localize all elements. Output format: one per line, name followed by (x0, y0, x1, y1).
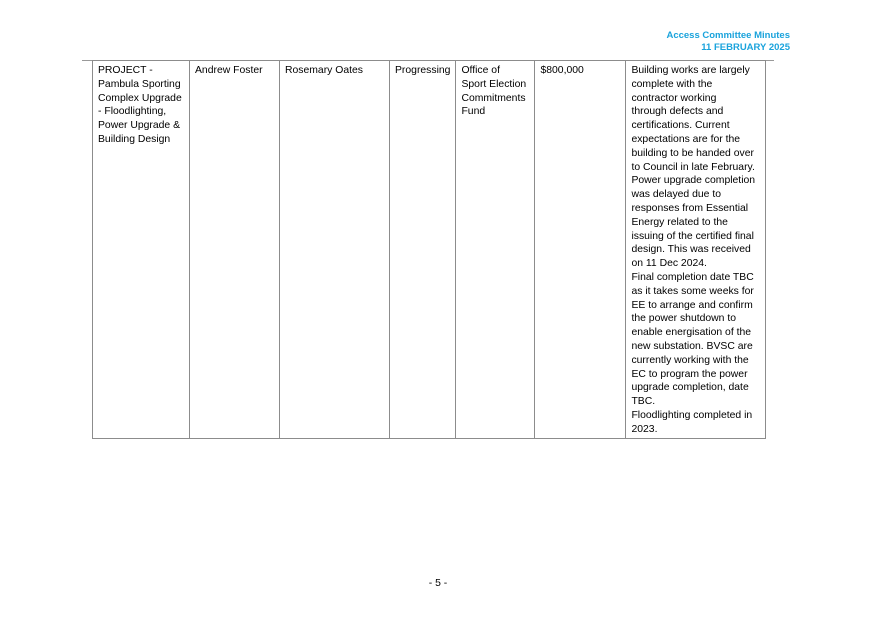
amount-cell (535, 61, 626, 439)
comment-line: building to be handed over (631, 147, 754, 159)
comment-line: responses from Essential (631, 202, 749, 214)
project-line: Building Design (98, 133, 171, 145)
project-line: Pambula Sporting (98, 78, 181, 90)
status-cell (390, 61, 456, 439)
comment-line: certifications. Current (631, 120, 730, 132)
comment-line: as it takes some weeks for (631, 285, 754, 297)
comments-cell (626, 61, 766, 439)
comment-line: on 11 Dec 2024. (631, 258, 707, 270)
comment-line: contractor working (631, 92, 717, 104)
comment-line: design. This was received (631, 244, 751, 256)
comment-line: new substation. BVSC are (631, 340, 753, 352)
comment-line: Floodlighting completed in (631, 409, 753, 421)
comment-line: to Council in late February. (631, 161, 755, 173)
comment-line: expectations are for the (631, 133, 741, 145)
header-title: Access Committee Minutes (666, 30, 790, 41)
minutes-table (92, 60, 766, 439)
amount-text: $800,000 (540, 65, 584, 76)
project-line: PROJECT - (98, 65, 153, 76)
funding-cell (456, 61, 535, 439)
responsible-officer-cell (190, 61, 280, 439)
comment-line: 2023. (631, 423, 658, 435)
project-line: - Floodlighting, (98, 106, 167, 118)
project-line: Complex Upgrade (98, 92, 182, 104)
comment-line: Building works are largely (631, 65, 750, 76)
funding-line: Office of (461, 65, 500, 76)
comment-line: TBC. (631, 396, 656, 408)
comment-line: Energy related to the (631, 216, 728, 228)
comment-line: issuing of the certified final (631, 230, 754, 242)
comment-line: complete with the (631, 78, 713, 90)
comment-line: Power upgrade completion (631, 175, 756, 187)
comment-line: the power shutdown to (631, 313, 737, 325)
status-text: Progressing (395, 65, 451, 76)
funding-line: Fund (461, 106, 486, 118)
comment-line: currently working with the (631, 354, 749, 366)
comment-line: upgrade completion, date (631, 382, 749, 394)
comment-line: enable energisation of the (631, 327, 752, 339)
funding-line: Commitments (461, 92, 526, 104)
funding-line: Sport Election (461, 78, 527, 90)
document-header (666, 30, 790, 54)
contact-person-cell (280, 61, 390, 439)
responsible-officer: Andrew Foster (195, 65, 263, 76)
project-line: Power Upgrade & (98, 120, 181, 132)
comment-line: through defects and (631, 106, 724, 118)
contact-person: Rosemary Oates (285, 65, 363, 76)
comment-line: was delayed due to (631, 189, 721, 201)
comment-line: Final completion date TBC (631, 271, 754, 283)
project-cell (93, 61, 190, 439)
comment-line: EC to program the power (631, 368, 748, 380)
table-row (93, 61, 766, 439)
comment-line: EE to arrange and confirm (631, 299, 753, 311)
header-date: 11 FEBRUARY 2025 (701, 42, 790, 53)
page-number: - 5 - (428, 578, 448, 589)
